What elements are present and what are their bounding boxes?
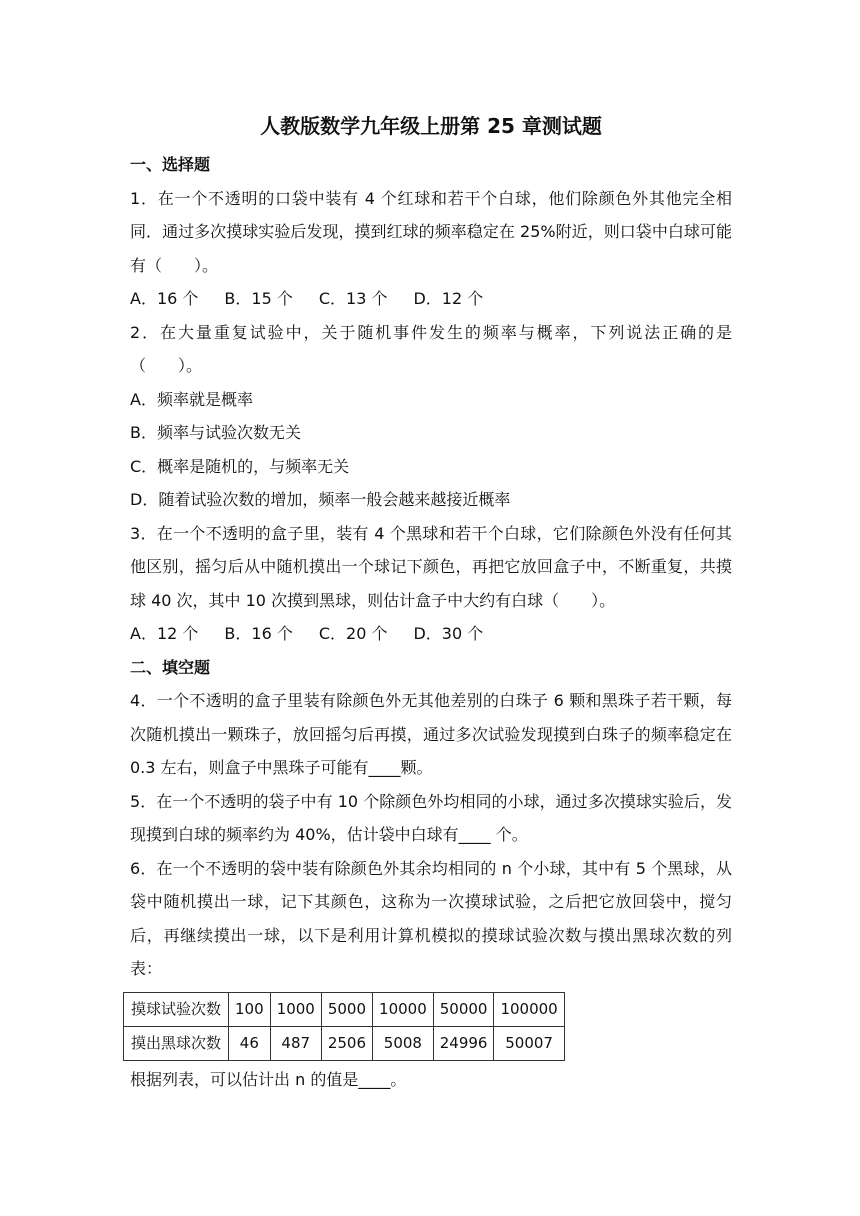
question-6-text: 6．在一个不透明的袋中装有除颜色外其余均相同的 n 个小球，其中有 5 个黑球，从袋中随机摸出一球，记下其颜色，这称为一次摸球试验，之后把它放回袋中，搅匀后，再继续摸出一球，以下是利用计算机模拟的摸球试验次数与摸出黑球次数的列表： bbox=[130, 858, 732, 978]
table-row bbox=[124, 1026, 565, 1060]
table-cell: 487 bbox=[270, 1026, 321, 1060]
question-2-text: 2．在大量重复试验中，关于随机事件发生的频率与概率，下列说法正确的是（ ）。 bbox=[130, 322, 732, 375]
question-5-text: 5．在一个不透明的袋子中有 10 个除颜色外均相同的小球，通过多次摸球实验后，发现摸到白球的频率约为 40%，估计袋中白球有____ 个。 bbox=[130, 791, 732, 844]
question-1-option-b: B．15 个 bbox=[224, 289, 293, 308]
table-cell: 50007 bbox=[494, 1026, 564, 1060]
question-1-text: 1．在一个不透明的口袋中装有 4 个红球和若干个白球，他们除颜色外其他完全相同．通过多次摸球实验后发现，摸到红球的频率稳定在 25%附近，则口袋中白球可能有（ ）。 bbox=[130, 188, 732, 275]
table-cell: 5008 bbox=[373, 1026, 434, 1060]
table-cell: 100000 bbox=[494, 992, 564, 1026]
section-heading-choice: 一、选择题 bbox=[130, 155, 211, 174]
question-1-option-d: D．12 个 bbox=[413, 289, 484, 308]
table-cell: 100 bbox=[229, 992, 271, 1026]
question-3-options bbox=[130, 617, 732, 651]
question-3-text: 3．在一个不透明的盒子里，装有 4 个黑球和若干个白球，它们除颜色外没有任何其他区别，摇匀后从中随机摸出一个球记下颜色，再把它放回盒子中，不断重复，共摸球 40 次，其中 10 次摸到黑球，则估计盒子中大约有白球（ ）。 bbox=[130, 523, 732, 610]
question-2-option-c: C．概率是随机的，与频率无关 bbox=[130, 456, 350, 476]
table-cell: 2506 bbox=[321, 1026, 372, 1060]
table-row bbox=[124, 992, 565, 1026]
section-heading-fill-blank: 二、填空题 bbox=[130, 657, 211, 677]
question-1-options bbox=[130, 282, 732, 316]
question-2-option-a: A．频率就是概率 bbox=[130, 389, 253, 409]
question-3-option-b: B．16 个 bbox=[224, 624, 293, 643]
question-1-option-c: C．13 个 bbox=[318, 289, 388, 308]
question-6-followup: 根据列表，可以估计出 n 的值是____。 bbox=[130, 1069, 407, 1089]
table-cell: 50000 bbox=[433, 992, 494, 1026]
question-3-option-a: A．12 个 bbox=[130, 624, 199, 643]
table-cell: 5000 bbox=[321, 992, 372, 1026]
trial-results-table bbox=[123, 992, 565, 1061]
question-2-option-b: B．频率与试验次数无关 bbox=[130, 423, 301, 442]
document-content bbox=[130, 112, 732, 1096]
table-row-label: 摸出黑球次数 bbox=[124, 1026, 229, 1060]
question-3-option-c: C．20 个 bbox=[318, 624, 388, 643]
question-3-option-d: D．30 个 bbox=[413, 624, 484, 643]
question-2-option-d: D．随着试验次数的增加，频率一般会越来越接近概率 bbox=[130, 490, 511, 509]
question-4-text: 4．一个不透明的盒子里装有除颜色外无其他差别的白珠子 6 颗和黑珠子若干颗，每次随机摸出一颗珠子，放回摇匀后再摸，通过多次试验发现摸到白珠子的频率稳定在 0.3 左右，则盒子中黑珠子可能有____颗。 bbox=[130, 691, 732, 777]
table-cell: 1000 bbox=[270, 992, 321, 1026]
table-cell: 10000 bbox=[373, 992, 434, 1026]
table-cell: 46 bbox=[229, 1026, 271, 1060]
table-cell: 24996 bbox=[433, 1026, 494, 1060]
question-1-option-a: A．16 个 bbox=[130, 289, 199, 308]
table-row-label: 摸球试验次数 bbox=[124, 992, 229, 1026]
document-title: 人教版数学九年级上册第 25 章测试题 bbox=[260, 114, 602, 138]
